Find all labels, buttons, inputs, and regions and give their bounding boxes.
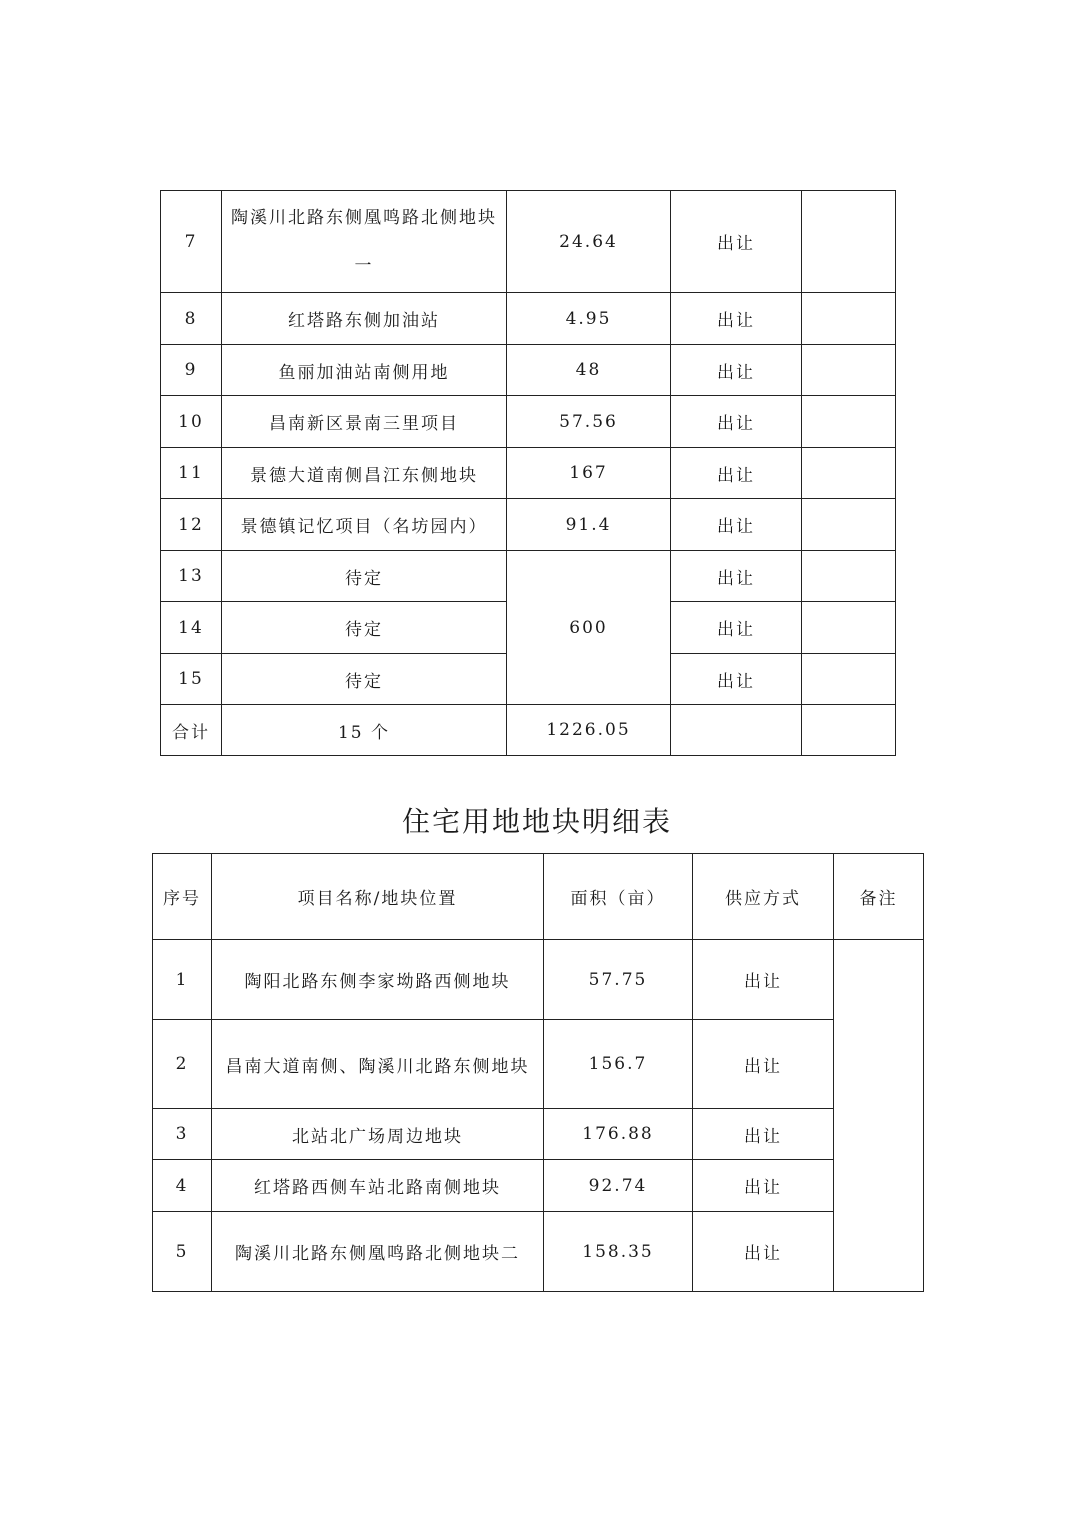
plot-location: 昌南新区景南三里项目: [222, 396, 507, 448]
plot-area: 24.64: [507, 191, 671, 293]
header-supply: 供应方式: [693, 854, 834, 940]
total-row: [161, 705, 896, 756]
page-title: 住宅用地地块明细表: [401, 805, 672, 838]
header-area: 面积（亩）: [544, 854, 693, 940]
supply-method: 出让: [671, 191, 802, 293]
plot-location: 昌南大道南侧、陶溪川北路东侧地块: [212, 1020, 544, 1109]
plot-location: 待定: [222, 551, 507, 602]
total-label: 合计: [161, 705, 222, 756]
plot-location: 鱼丽加油站南侧用地: [222, 345, 507, 396]
plot-area: 92.74: [544, 1160, 693, 1212]
plot-area: 176.88: [544, 1109, 693, 1160]
plot-area: 57.56: [507, 396, 671, 448]
plot-location: 待定: [222, 654, 507, 705]
plot-location-text: 陶溪川北路东侧凰鸣路北侧地块一: [231, 207, 497, 276]
header-location: 项目名称/地块位置: [212, 854, 544, 940]
plot-note-merged: [834, 940, 924, 1292]
row-number: 12: [161, 499, 222, 551]
plot-location: 北站北广场周边地块: [212, 1109, 544, 1160]
table-header-row: [153, 854, 924, 940]
plot-note: [802, 396, 896, 448]
plot-location: 景德镇记忆项目（名坊园内）: [222, 499, 507, 551]
row-number: 3: [153, 1109, 212, 1160]
plot-area-merged: 600: [507, 551, 671, 705]
plot-location: 景德大道南侧昌江东侧地块: [222, 448, 507, 499]
supply-method: 出让: [671, 396, 802, 448]
row-number: 13: [161, 551, 222, 602]
plot-location: 红塔路东侧加油站: [222, 293, 507, 345]
supply-method: 出让: [671, 602, 802, 654]
supply-method: 出让: [693, 1160, 834, 1212]
total-supply: [671, 705, 802, 756]
header-number: 序号: [153, 854, 212, 940]
land-plot-table-continued: [160, 190, 896, 756]
supply-method: 出让: [671, 499, 802, 551]
plot-note: [802, 654, 896, 705]
table-row: [161, 191, 896, 293]
plot-note: [802, 499, 896, 551]
plot-note: [802, 345, 896, 396]
plot-area: 156.7: [544, 1020, 693, 1109]
plot-location: 红塔路西侧车站北路南侧地块: [212, 1160, 544, 1212]
row-number: 1: [153, 940, 212, 1020]
row-number: 2: [153, 1020, 212, 1109]
plot-area: 158.35: [544, 1212, 693, 1292]
table-row: [161, 448, 896, 499]
total-area: 1226.05: [507, 705, 671, 756]
supply-method: 出让: [671, 654, 802, 705]
plot-location: 陶溪川北路东侧凰鸣路北侧地块二: [212, 1212, 544, 1292]
row-number: 5: [153, 1212, 212, 1292]
plot-note: [802, 191, 896, 293]
plot-location: [222, 191, 507, 293]
row-number: 8: [161, 293, 222, 345]
supply-method: 出让: [693, 1020, 834, 1109]
table-row: [161, 293, 896, 345]
supply-method: 出让: [671, 448, 802, 499]
total-note: [802, 705, 896, 756]
residential-plot-table: [152, 853, 924, 1292]
supply-method: 出让: [671, 345, 802, 396]
plot-area: 48: [507, 345, 671, 396]
row-number: 10: [161, 396, 222, 448]
row-number: 15: [161, 654, 222, 705]
supply-method: 出让: [693, 1109, 834, 1160]
supply-method: 出让: [671, 551, 802, 602]
table-row: [161, 551, 896, 602]
table-row: [153, 1020, 924, 1109]
plot-area: 57.75: [544, 940, 693, 1020]
plot-area: 4.95: [507, 293, 671, 345]
plot-note: [802, 551, 896, 602]
plot-note: [802, 293, 896, 345]
table-row: [161, 345, 896, 396]
supply-method: 出让: [693, 1212, 834, 1292]
total-count: 15 个: [222, 705, 507, 756]
row-number: 4: [153, 1160, 212, 1212]
header-note: 备注: [834, 854, 924, 940]
plot-area: 91.4: [507, 499, 671, 551]
table-row: [153, 1109, 924, 1160]
table-row: [153, 1160, 924, 1212]
plot-location: 待定: [222, 602, 507, 654]
table-row: [153, 1212, 924, 1292]
plot-note: [802, 602, 896, 654]
row-number: 9: [161, 345, 222, 396]
row-number: 14: [161, 602, 222, 654]
row-number: 7: [161, 191, 222, 293]
table-row: [161, 396, 896, 448]
table-row: [153, 940, 924, 1020]
plot-note: [802, 448, 896, 499]
plot-location: 陶阳北路东侧李家坳路西侧地块: [212, 940, 544, 1020]
supply-method: 出让: [671, 293, 802, 345]
table-row: [161, 499, 896, 551]
row-number: 11: [161, 448, 222, 499]
supply-method: 出让: [693, 940, 834, 1020]
plot-area: 167: [507, 448, 671, 499]
